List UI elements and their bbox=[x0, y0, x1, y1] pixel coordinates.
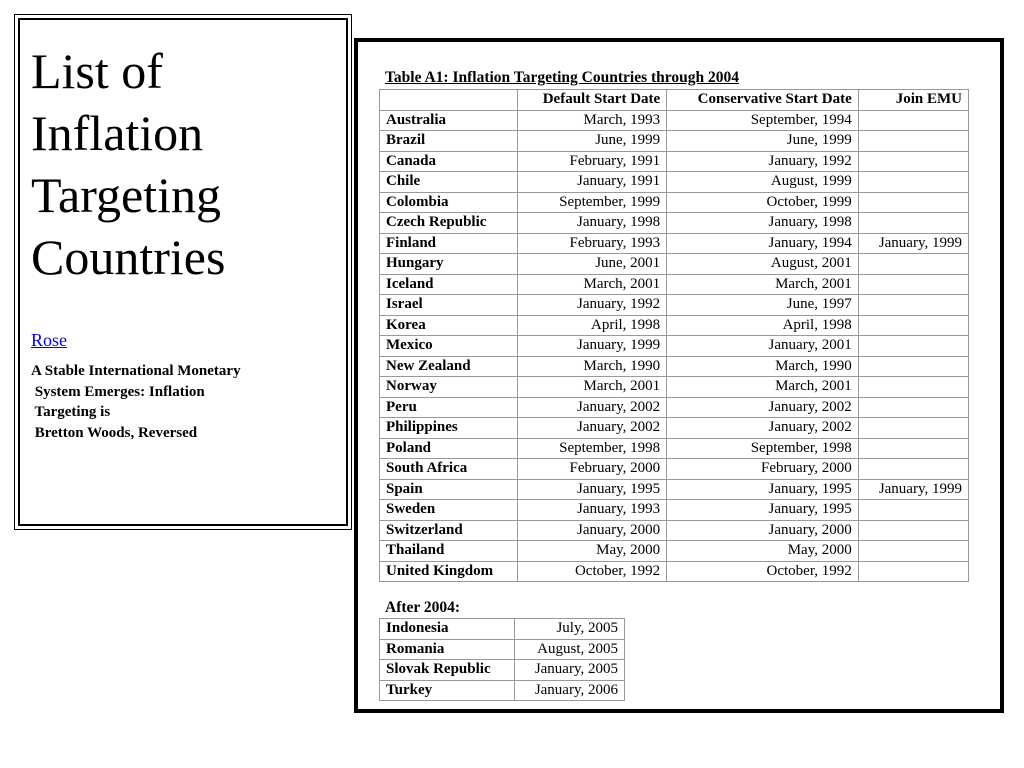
table-row bbox=[380, 500, 969, 521]
country-cell: Norway bbox=[380, 377, 518, 398]
paper-title: A Stable International Monetary System Emerges: Inflation Targeting is Bretton Woods, Reversed bbox=[31, 363, 241, 441]
table-image-panel bbox=[354, 38, 1004, 713]
date-cell bbox=[858, 213, 968, 234]
date-cell: March, 2001 bbox=[667, 274, 859, 295]
table-row bbox=[380, 172, 969, 193]
slide-title-line: Targeting bbox=[31, 167, 221, 223]
date-cell: September, 1998 bbox=[667, 438, 859, 459]
country-cell: Colombia bbox=[380, 192, 518, 213]
date-cell bbox=[858, 561, 968, 582]
table-row bbox=[380, 639, 625, 660]
header-country bbox=[380, 90, 518, 111]
table-row bbox=[380, 680, 625, 701]
date-cell: January, 2002 bbox=[517, 397, 667, 418]
date-cell bbox=[858, 541, 968, 562]
date-cell bbox=[858, 397, 968, 418]
country-cell: Slovak Republic bbox=[380, 660, 515, 681]
country-cell: South Africa bbox=[380, 459, 518, 480]
table-row bbox=[380, 315, 969, 336]
date-cell: January, 1999 bbox=[517, 336, 667, 357]
table-row bbox=[380, 397, 969, 418]
slide-title-line: Inflation bbox=[31, 105, 204, 161]
slide-title-line: Countries bbox=[31, 229, 226, 285]
country-cell: Indonesia bbox=[380, 619, 515, 640]
country-cell: Israel bbox=[380, 295, 518, 316]
table-row bbox=[380, 131, 969, 152]
country-cell: Sweden bbox=[380, 500, 518, 521]
after-2004-caption: After 2004: bbox=[385, 599, 461, 616]
date-cell: October, 1992 bbox=[667, 561, 859, 582]
date-cell: January, 1999 bbox=[858, 479, 968, 500]
date-cell: January, 2002 bbox=[667, 418, 859, 439]
table-row bbox=[380, 213, 969, 234]
country-cell: Peru bbox=[380, 397, 518, 418]
country-cell: Hungary bbox=[380, 254, 518, 275]
country-cell: Iceland bbox=[380, 274, 518, 295]
slide-title-line: List of bbox=[31, 43, 163, 99]
date-cell: October, 1992 bbox=[517, 561, 667, 582]
date-cell: September, 1999 bbox=[517, 192, 667, 213]
date-cell: January, 1995 bbox=[667, 479, 859, 500]
country-cell: Chile bbox=[380, 172, 518, 193]
table-row bbox=[380, 377, 969, 398]
slide-title bbox=[31, 40, 336, 288]
country-cell: Mexico bbox=[380, 336, 518, 357]
date-cell: August, 1999 bbox=[667, 172, 859, 193]
date-cell: March, 1990 bbox=[667, 356, 859, 377]
date-cell: January, 2000 bbox=[517, 520, 667, 541]
date-cell: October, 1999 bbox=[667, 192, 859, 213]
date-cell bbox=[858, 295, 968, 316]
country-cell: Thailand bbox=[380, 541, 518, 562]
table-row bbox=[380, 619, 625, 640]
table-row bbox=[380, 438, 969, 459]
date-cell: June, 1997 bbox=[667, 295, 859, 316]
table-row bbox=[380, 254, 969, 275]
country-cell: Spain bbox=[380, 479, 518, 500]
date-cell bbox=[858, 315, 968, 336]
date-cell bbox=[858, 356, 968, 377]
date-cell: March, 1990 bbox=[517, 356, 667, 377]
date-cell: January, 1998 bbox=[667, 213, 859, 234]
header-join-emu: Join EMU bbox=[858, 90, 968, 111]
date-cell: January, 1995 bbox=[517, 479, 667, 500]
date-cell: January, 1998 bbox=[517, 213, 667, 234]
date-cell: March, 2001 bbox=[667, 377, 859, 398]
date-cell: June, 1999 bbox=[517, 131, 667, 152]
table-row bbox=[380, 418, 969, 439]
date-cell bbox=[858, 131, 968, 152]
table-body bbox=[380, 110, 969, 582]
date-cell: September, 1994 bbox=[667, 110, 859, 131]
date-cell: March, 2001 bbox=[517, 274, 667, 295]
date-cell: August, 2001 bbox=[667, 254, 859, 275]
country-cell: Korea bbox=[380, 315, 518, 336]
date-cell: May, 2000 bbox=[667, 541, 859, 562]
date-cell: February, 1993 bbox=[517, 233, 667, 254]
date-cell bbox=[858, 192, 968, 213]
country-cell: Philippines bbox=[380, 418, 518, 439]
date-cell: January, 2005 bbox=[514, 660, 624, 681]
date-cell: April, 1998 bbox=[667, 315, 859, 336]
date-cell: July, 2005 bbox=[514, 619, 624, 640]
country-cell: New Zealand bbox=[380, 356, 518, 377]
table-caption: Table A1: Inflation Targeting Countries through 2004 bbox=[385, 69, 739, 86]
title-panel-inner bbox=[18, 18, 348, 526]
date-cell bbox=[858, 151, 968, 172]
table-row bbox=[380, 151, 969, 172]
date-cell bbox=[858, 254, 968, 275]
date-cell bbox=[858, 500, 968, 521]
date-cell bbox=[858, 418, 968, 439]
table-row bbox=[380, 274, 969, 295]
author-link[interactable]: Rose bbox=[31, 330, 67, 350]
after-2004-table bbox=[379, 618, 625, 701]
date-cell: September, 1998 bbox=[517, 438, 667, 459]
date-cell: February, 1991 bbox=[517, 151, 667, 172]
date-cell: May, 2000 bbox=[517, 541, 667, 562]
date-cell bbox=[858, 438, 968, 459]
date-cell: August, 2005 bbox=[514, 639, 624, 660]
date-cell: January, 2001 bbox=[667, 336, 859, 357]
date-cell: February, 2000 bbox=[517, 459, 667, 480]
date-cell: January, 2002 bbox=[517, 418, 667, 439]
date-cell bbox=[858, 172, 968, 193]
header-default-start: Default Start Date bbox=[517, 90, 667, 111]
table-row bbox=[380, 660, 625, 681]
date-cell: January, 1994 bbox=[667, 233, 859, 254]
country-cell: Poland bbox=[380, 438, 518, 459]
title-panel bbox=[14, 14, 352, 530]
header-conservative-start: Conservative Start Date bbox=[667, 90, 859, 111]
table-row bbox=[380, 295, 969, 316]
date-cell bbox=[858, 520, 968, 541]
inflation-targeting-table bbox=[379, 89, 969, 582]
table-row bbox=[380, 561, 969, 582]
country-cell: Australia bbox=[380, 110, 518, 131]
table-row bbox=[380, 479, 969, 500]
date-cell: April, 1998 bbox=[517, 315, 667, 336]
date-cell: January, 2002 bbox=[667, 397, 859, 418]
date-cell: March, 1993 bbox=[517, 110, 667, 131]
country-cell: Brazil bbox=[380, 131, 518, 152]
country-cell: Canada bbox=[380, 151, 518, 172]
country-cell: Switzerland bbox=[380, 520, 518, 541]
table-header-row bbox=[380, 90, 969, 111]
table-row bbox=[380, 541, 969, 562]
country-cell: Finland bbox=[380, 233, 518, 254]
date-cell: January, 1995 bbox=[667, 500, 859, 521]
table-row bbox=[380, 233, 969, 254]
country-cell: Romania bbox=[380, 639, 515, 660]
date-cell: January, 1993 bbox=[517, 500, 667, 521]
table-row bbox=[380, 336, 969, 357]
date-cell: January, 1999 bbox=[858, 233, 968, 254]
date-cell bbox=[858, 274, 968, 295]
table-row bbox=[380, 520, 969, 541]
table-row bbox=[380, 459, 969, 480]
date-cell: January, 2006 bbox=[514, 680, 624, 701]
after-2004-table-body bbox=[380, 619, 625, 701]
table-row bbox=[380, 110, 969, 131]
country-cell: Turkey bbox=[380, 680, 515, 701]
date-cell: January, 2000 bbox=[667, 520, 859, 541]
date-cell: March, 2001 bbox=[517, 377, 667, 398]
country-cell: United Kingdom bbox=[380, 561, 518, 582]
date-cell: June, 2001 bbox=[517, 254, 667, 275]
date-cell: June, 1999 bbox=[667, 131, 859, 152]
date-cell: January, 1992 bbox=[667, 151, 859, 172]
country-cell: Czech Republic bbox=[380, 213, 518, 234]
table-row bbox=[380, 356, 969, 377]
date-cell bbox=[858, 459, 968, 480]
date-cell bbox=[858, 377, 968, 398]
date-cell bbox=[858, 110, 968, 131]
date-cell: February, 2000 bbox=[667, 459, 859, 480]
date-cell bbox=[858, 336, 968, 357]
date-cell: January, 1991 bbox=[517, 172, 667, 193]
table-row bbox=[380, 192, 969, 213]
date-cell: January, 1992 bbox=[517, 295, 667, 316]
